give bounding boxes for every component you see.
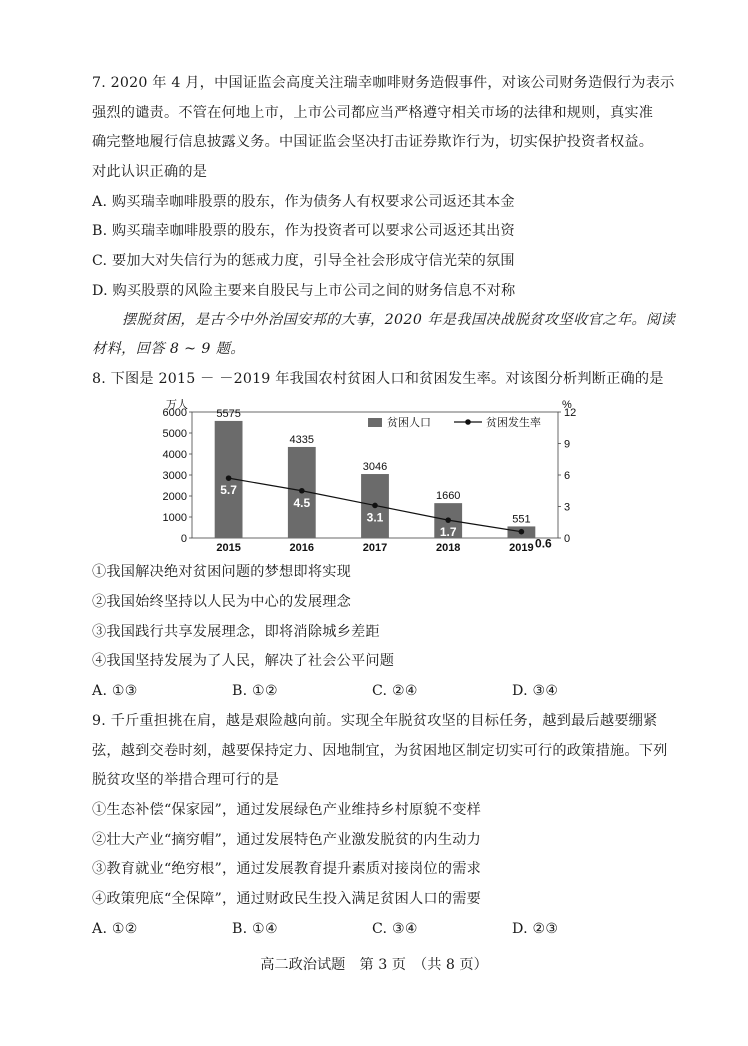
q7-option-d: D. 购买股票的风险主要来自股民与上市公司之间的财务信息不对称 bbox=[92, 283, 516, 299]
y2-tick-label: 9 bbox=[564, 438, 571, 451]
y-tick-label: 6000 bbox=[162, 407, 187, 419]
rate-point bbox=[372, 503, 378, 509]
y-tick-label: 5000 bbox=[162, 428, 187, 440]
q9-item-1: ①生态补偿“保家园”，通过发展绿色产业维持乡村原貌不变样 bbox=[92, 802, 481, 818]
rate-value-label: 4.5 bbox=[293, 495, 311, 510]
q9-choice-b: B. ①④ bbox=[232, 921, 278, 937]
q9-choice-d: D. ②③ bbox=[512, 921, 559, 937]
y-axis-label: 万人 bbox=[166, 398, 188, 411]
y-tick-label: 3000 bbox=[162, 470, 187, 482]
x-tick-label: 2016 bbox=[289, 542, 315, 554]
q9-choice-a: A. ①② bbox=[92, 921, 138, 937]
q7-line-1: 7. 2020 年 4 月，中国证监会高度关注瑞幸咖啡财务造假事件，对该公司财务造假行为表示 bbox=[92, 75, 675, 91]
rate-value-label: 0.6 bbox=[535, 536, 552, 551]
q8-choice-c: C. ②④ bbox=[372, 683, 418, 699]
rate-value-label: 3.1 bbox=[366, 510, 384, 525]
legend-line-marker bbox=[465, 419, 471, 425]
q9-line-3: 脱贫攻坚的举措合理可行的是 bbox=[92, 772, 280, 788]
q7-option-b: B. 购买瑞幸咖啡股票的股东，作为投资者可以要求公司返还其出资 bbox=[92, 223, 515, 239]
y2-tick-label: 3 bbox=[564, 501, 571, 514]
y-tick-label: 4000 bbox=[162, 449, 187, 461]
q7-line-4: 对此认识正确的是 bbox=[92, 164, 208, 180]
q8-item-4: ④我国坚持发展为了人民，解决了社会公平问题 bbox=[92, 653, 395, 669]
bar-value-label: 551 bbox=[512, 513, 531, 526]
q7-option-c: C. 要加大对失信行为的惩戒力度，引导全社会形成守信光荣的氛围 bbox=[92, 253, 515, 269]
y2-axis-label: % bbox=[562, 399, 572, 411]
intro-line-1: 摆脱贫困，是古今中外治国安邦的大事，2020 年是我国决战脱贫攻坚收官之年。阅读 bbox=[122, 312, 676, 328]
q7-option-a: A. 购买瑞幸咖啡股票的股东，作为债务人有权要求公司返还其本金 bbox=[92, 194, 515, 210]
q8-item-1: ①我国解决绝对贫困问题的梦想即将实现 bbox=[92, 564, 351, 580]
y-tick-label: 1000 bbox=[162, 512, 187, 524]
rate-point bbox=[226, 475, 232, 481]
intro-line-2: 材料，回答 8 ~ 9 题。 bbox=[92, 341, 245, 357]
x-tick-label: 2015 bbox=[216, 542, 241, 554]
poverty-chart bbox=[156, 396, 586, 556]
q8-item-3: ③我国践行共享发展理念，即将消除城乡差距 bbox=[92, 624, 380, 640]
q8-choice-a: A. ①③ bbox=[92, 683, 138, 699]
rate-value-label: 5.7 bbox=[220, 483, 237, 498]
q9-item-3: ③教育就业“绝穷根”，通过发展教育提升素质对接岗位的需求 bbox=[92, 861, 481, 877]
rate-point bbox=[445, 517, 451, 523]
bar-value-label: 5575 bbox=[216, 407, 241, 420]
x-tick-label: 2018 bbox=[435, 542, 461, 554]
q9-line-1: 9. 千斤重担挑在肩，越是艰险越向前。实现全年脱贫攻坚的目标任务，越到最后越要绷紧 bbox=[92, 713, 658, 729]
q7-line-2: 强烈的谴责。不管在何地上市，上市公司都应当严格遵守相关市场的法律和规则，真实准 bbox=[92, 105, 654, 121]
y2-tick-label: 12 bbox=[564, 407, 577, 419]
rate-point bbox=[299, 488, 305, 494]
q7-line-3: 确完整地履行信息披露义务。中国证监会坚决打击证券欺诈行为，切实保护投资者权益。 bbox=[92, 134, 654, 150]
q8-stem: 8. 下图是 2015 － －2019 年我国农村贫困人口和贫困发生率。对该图分析判断正确的是 bbox=[92, 371, 664, 387]
legend-bar-swatch bbox=[368, 418, 382, 427]
legend-bar-label: 贫困人口 bbox=[387, 416, 431, 429]
poverty-chart-svg bbox=[156, 396, 586, 556]
x-tick-label: 2019 bbox=[509, 542, 534, 554]
rate-point bbox=[519, 529, 525, 535]
q9-choice-c: C. ③④ bbox=[372, 921, 418, 937]
y2-tick-label: 0 bbox=[564, 533, 571, 545]
page-footer: 高二政治试题 第 3 页 （共 8 页） bbox=[260, 957, 488, 973]
q8-choice-b: B. ①② bbox=[232, 683, 278, 699]
bar-value-label: 4335 bbox=[289, 433, 315, 446]
q8-choice-d: D. ③④ bbox=[512, 683, 559, 699]
y2-tick-label: 6 bbox=[564, 470, 571, 482]
q9-line-2: 弦，越到交卷时刻，越要保持定力、因地制宜，为贫困地区制定切实可行的政策措施。下列 bbox=[92, 743, 668, 759]
x-tick-label: 2017 bbox=[362, 542, 388, 554]
legend-line-label: 贫困发生率 bbox=[486, 416, 541, 429]
q9-item-2: ②壮大产业“摘穷帽”，通过发展特色产业激发脱贫的内生动力 bbox=[92, 832, 481, 848]
q9-item-4: ④政策兜底“全保障”，通过财政民生投入满足贫困人口的需要 bbox=[92, 891, 481, 907]
q8-item-2: ②我国始终坚持以人民为中心的发展理念 bbox=[92, 594, 351, 610]
rate-value-label: 1.7 bbox=[439, 525, 457, 540]
bar-value-label: 1660 bbox=[435, 490, 461, 503]
bar-value-label: 3046 bbox=[362, 461, 388, 474]
y-tick-label: 0 bbox=[180, 533, 187, 545]
y-tick-label: 2000 bbox=[162, 491, 187, 503]
